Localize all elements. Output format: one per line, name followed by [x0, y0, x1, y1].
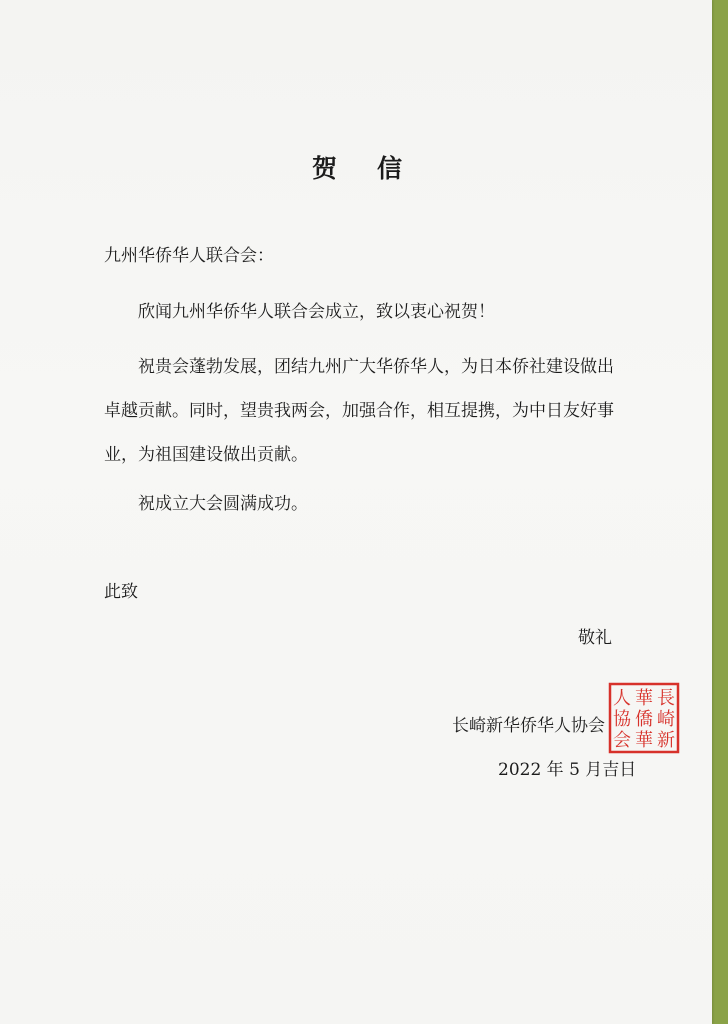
seal-char: 長: [657, 688, 675, 709]
closing-regards: 敬礼: [578, 628, 612, 648]
letter-date: 2022 年 5 月吉日: [498, 760, 637, 780]
body-paragraph-1: 欣闻九州华侨华人联合会成立，致以衷心祝贺！: [138, 302, 495, 322]
seal-char: 華: [635, 688, 653, 709]
seal-char: 僑: [635, 709, 653, 730]
letter-title: 贺信: [312, 154, 443, 183]
body-paragraph-2: 祝贵会蓬勃发展，团结九州广大华侨华人，为日本侨社建设做出卓越贡献。同时，望贵我两会，加强合作，相互提携，为中日友好事业，为祖国建设做出贡献。: [104, 357, 614, 465]
seal-char: 会: [613, 730, 631, 751]
closing-salutation: 此致: [104, 582, 138, 602]
salutation: 九州华侨华人联合会：: [104, 246, 274, 266]
seal-char: 新: [657, 730, 675, 751]
signer-name: 长崎新华侨华人协会: [452, 716, 605, 736]
green-background-edge: [710, 0, 728, 1024]
seal-char: 人: [613, 688, 631, 709]
seal-char: 協: [613, 709, 631, 730]
seal-char: 崎: [657, 709, 675, 730]
seal-char: 華: [635, 730, 653, 751]
red-seal-stamp: [608, 682, 680, 754]
body-paragraph-3: 祝成立大会圆满成功。: [138, 494, 308, 514]
